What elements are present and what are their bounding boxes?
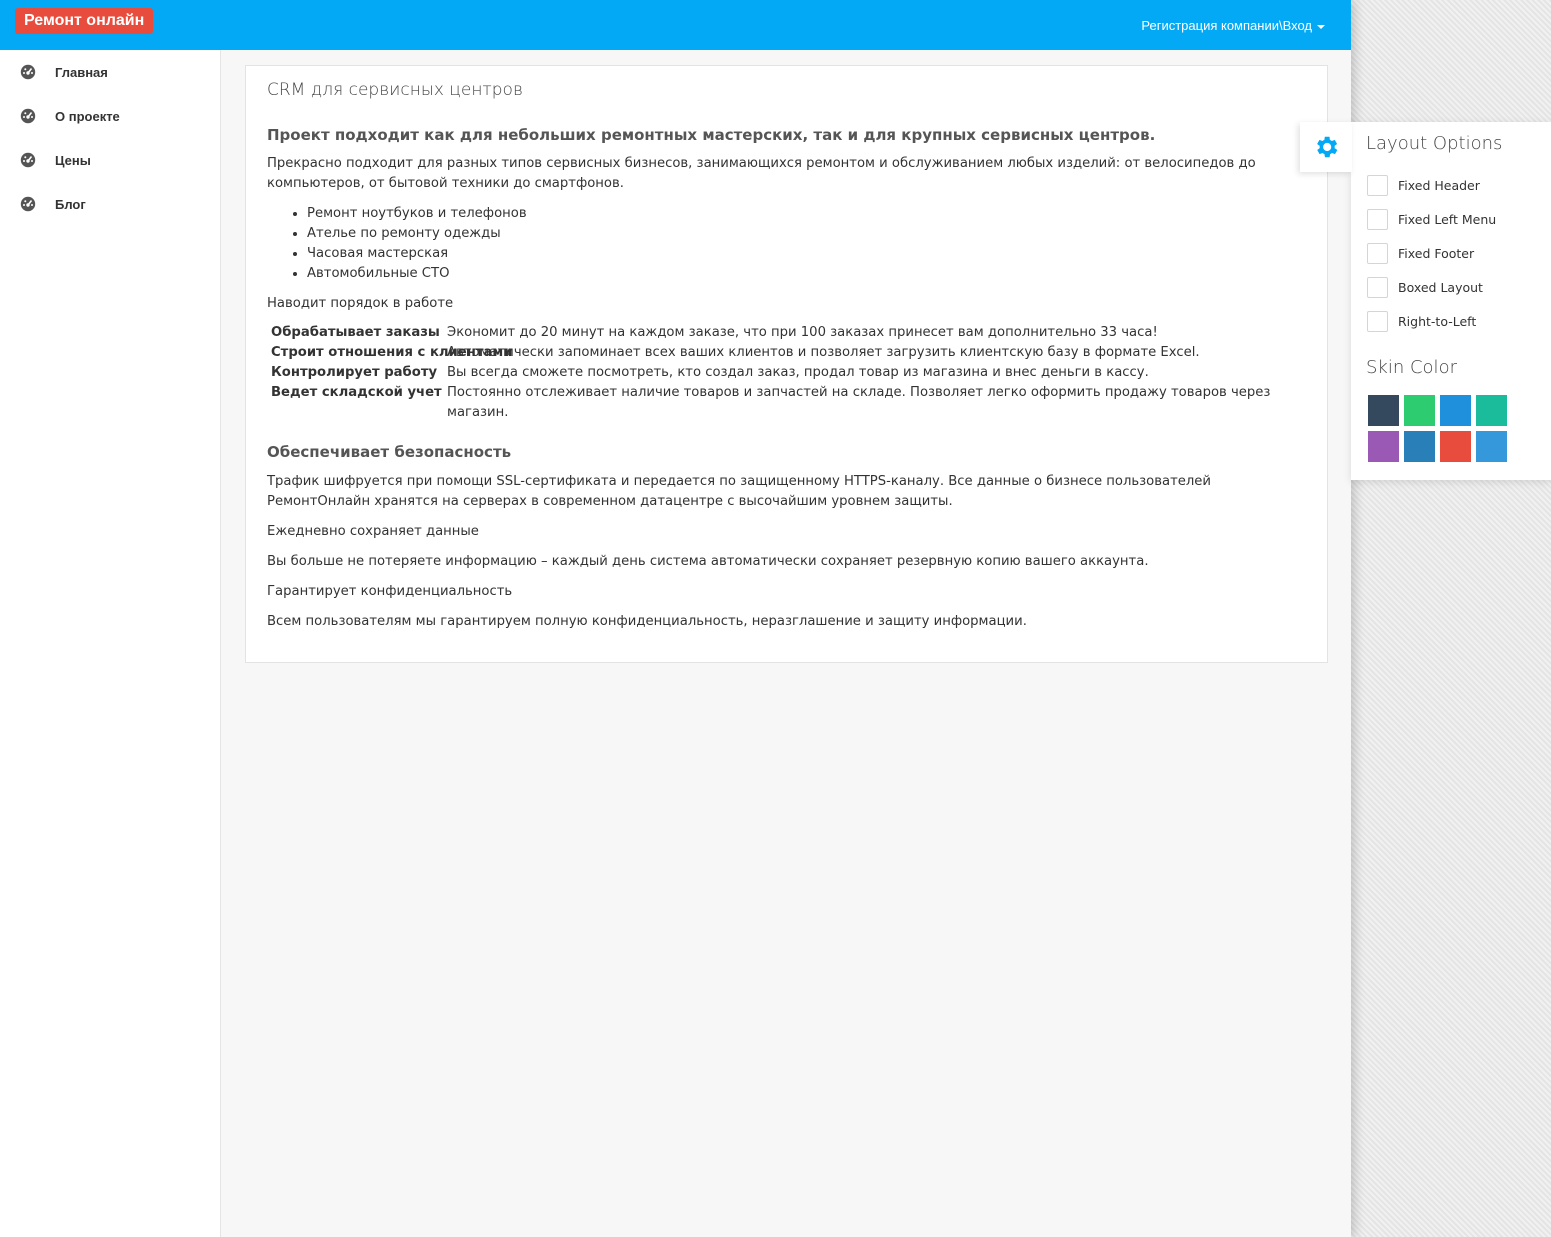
feature-row <box>267 363 1307 383</box>
intro-text: Прекрасно подходит для разных типов сервисных бизнесов, занимающихся ремонтом и обслуживанием любых изделий: от велосипедов до компьютеров, от бытовой техники до смартфонов. <box>267 156 1256 191</box>
sidebar-item-label: О проекте <box>55 108 120 124</box>
top-navbar <box>0 0 1351 50</box>
skin-swatch-blue[interactable] <box>1440 395 1471 426</box>
checkbox[interactable] <box>1367 209 1388 230</box>
option-label: Fixed Left Menu <box>1398 211 1497 227</box>
feature-key: Ведет складской учет <box>271 385 442 400</box>
option-label: Fixed Header <box>1398 177 1480 193</box>
sidebar-item-label: Главная <box>55 64 108 80</box>
skin-color-title: Skin Color <box>1366 357 1457 378</box>
skin-swatches <box>1368 395 1507 462</box>
list-item: • Ателье по ремонту одежды <box>307 224 527 244</box>
feature-key: Контролирует работу <box>271 365 438 380</box>
skin-swatch-dark[interactable] <box>1368 395 1399 426</box>
order-heading: Наводит порядок в работе <box>267 296 454 311</box>
feature-row <box>267 323 1307 343</box>
feature-key: Обрабатывает заказы <box>271 325 440 340</box>
login-dropdown[interactable] <box>1141 18 1325 33</box>
sidebar <box>0 50 221 1237</box>
security-text: Трафик шифруется при помощи SSL-сертификата и передается по защищенному HTTPS-каналу. Все данные о бизнесе пользователей РемонтОнлайн хранятся на серверах в современном датацентре с высочайшим уровнем защиты. <box>267 474 1211 509</box>
features-list <box>267 323 1307 423</box>
feature-row <box>267 343 1307 363</box>
sidebar-item-prices[interactable] <box>0 138 220 182</box>
caret-down-icon <box>1317 25 1325 29</box>
dashboard-icon <box>20 64 36 80</box>
sidebar-item-label: Цены <box>55 152 91 168</box>
sidebar-item-blog[interactable] <box>0 182 220 226</box>
sidebar-item-home[interactable] <box>0 50 220 94</box>
checkbox[interactable] <box>1367 243 1388 264</box>
security-heading: Обеспечивает безопасность <box>267 443 512 461</box>
list-item: • Ремонт ноутбуков и телефонов <box>307 204 527 224</box>
gear-icon <box>1312 133 1340 161</box>
dashboard-icon <box>20 196 36 212</box>
section-subtitle: Проект подходит как для небольших ремонтных мастерских, так и для крупных сервисных центров. <box>267 126 1156 144</box>
feature-key: Строит отношения с клиентами <box>271 345 513 360</box>
skin-swatch-teal[interactable] <box>1476 395 1507 426</box>
layout-options-panel <box>1351 122 1551 480</box>
feature-value: Постоянно отслеживает наличие товаров и запчастей на складе. Позволяет легко оформить продажу товаров через магазин. <box>447 385 1271 420</box>
option-fixed-footer[interactable] <box>1367 242 1474 264</box>
privacy-text: Всем пользователям мы гарантируем полную конфиденциальность, неразглашение и защиту информации. <box>267 614 1027 629</box>
option-boxed-layout[interactable] <box>1367 276 1483 298</box>
checkbox[interactable] <box>1367 311 1388 332</box>
page-title: CRM для сервисных центров <box>267 80 523 100</box>
list-item: • Автомобильные СТО <box>307 264 527 284</box>
content-panel <box>245 65 1328 663</box>
backup-text: Вы больше не потеряете информацию – каждый день система автоматически сохраняет резервную копию вашего аккаунта. <box>267 554 1149 569</box>
list-item: • Часовая мастерская <box>307 244 527 264</box>
sidebar-item-label: Блог <box>55 196 86 212</box>
skin-swatch-green[interactable] <box>1404 395 1435 426</box>
checkbox[interactable] <box>1367 277 1388 298</box>
feature-value: Экономит до 20 минут на каждом заказе, что при 100 заказах принесет вам дополнительно 33 часа! <box>447 325 1158 340</box>
feature-value: Автоматически запоминает всех ваших клиентов и позволяет загрузить клиентскую базу в формате Excel. <box>447 345 1200 360</box>
skin-swatch-navy[interactable] <box>1404 431 1435 462</box>
login-label: Регистрация компании\Вход <box>1141 18 1312 33</box>
privacy-heading: Гарантирует конфиденциальность <box>267 584 513 599</box>
skin-swatch-lightblue[interactable] <box>1476 431 1507 462</box>
option-fixed-header[interactable] <box>1367 174 1480 196</box>
option-label: Fixed Footer <box>1398 245 1475 261</box>
layout-options-title: Layout Options <box>1366 133 1503 154</box>
option-fixed-left-menu[interactable] <box>1367 208 1496 230</box>
backup-heading: Ежедневно сохраняет данные <box>267 524 479 539</box>
checkbox[interactable] <box>1367 175 1388 196</box>
dashboard-icon <box>20 152 36 168</box>
option-label: Right-to-Left <box>1398 313 1477 329</box>
option-right-to-left[interactable] <box>1367 310 1476 332</box>
business-types-list <box>307 204 527 284</box>
feature-value: Вы всегда сможете посмотреть, кто создал заказ, продал товар из магазина и внес деньги в кассу. <box>447 365 1149 380</box>
brand-logo[interactable]: Ремонт онлайн <box>15 8 153 34</box>
dashboard-icon <box>20 108 36 124</box>
skin-swatch-red[interactable] <box>1440 431 1471 462</box>
sidebar-item-about[interactable] <box>0 94 220 138</box>
option-label: Boxed Layout <box>1398 279 1483 295</box>
feature-row <box>267 383 1307 423</box>
settings-toggle[interactable] <box>1300 122 1352 172</box>
skin-swatch-purple[interactable] <box>1368 431 1399 462</box>
